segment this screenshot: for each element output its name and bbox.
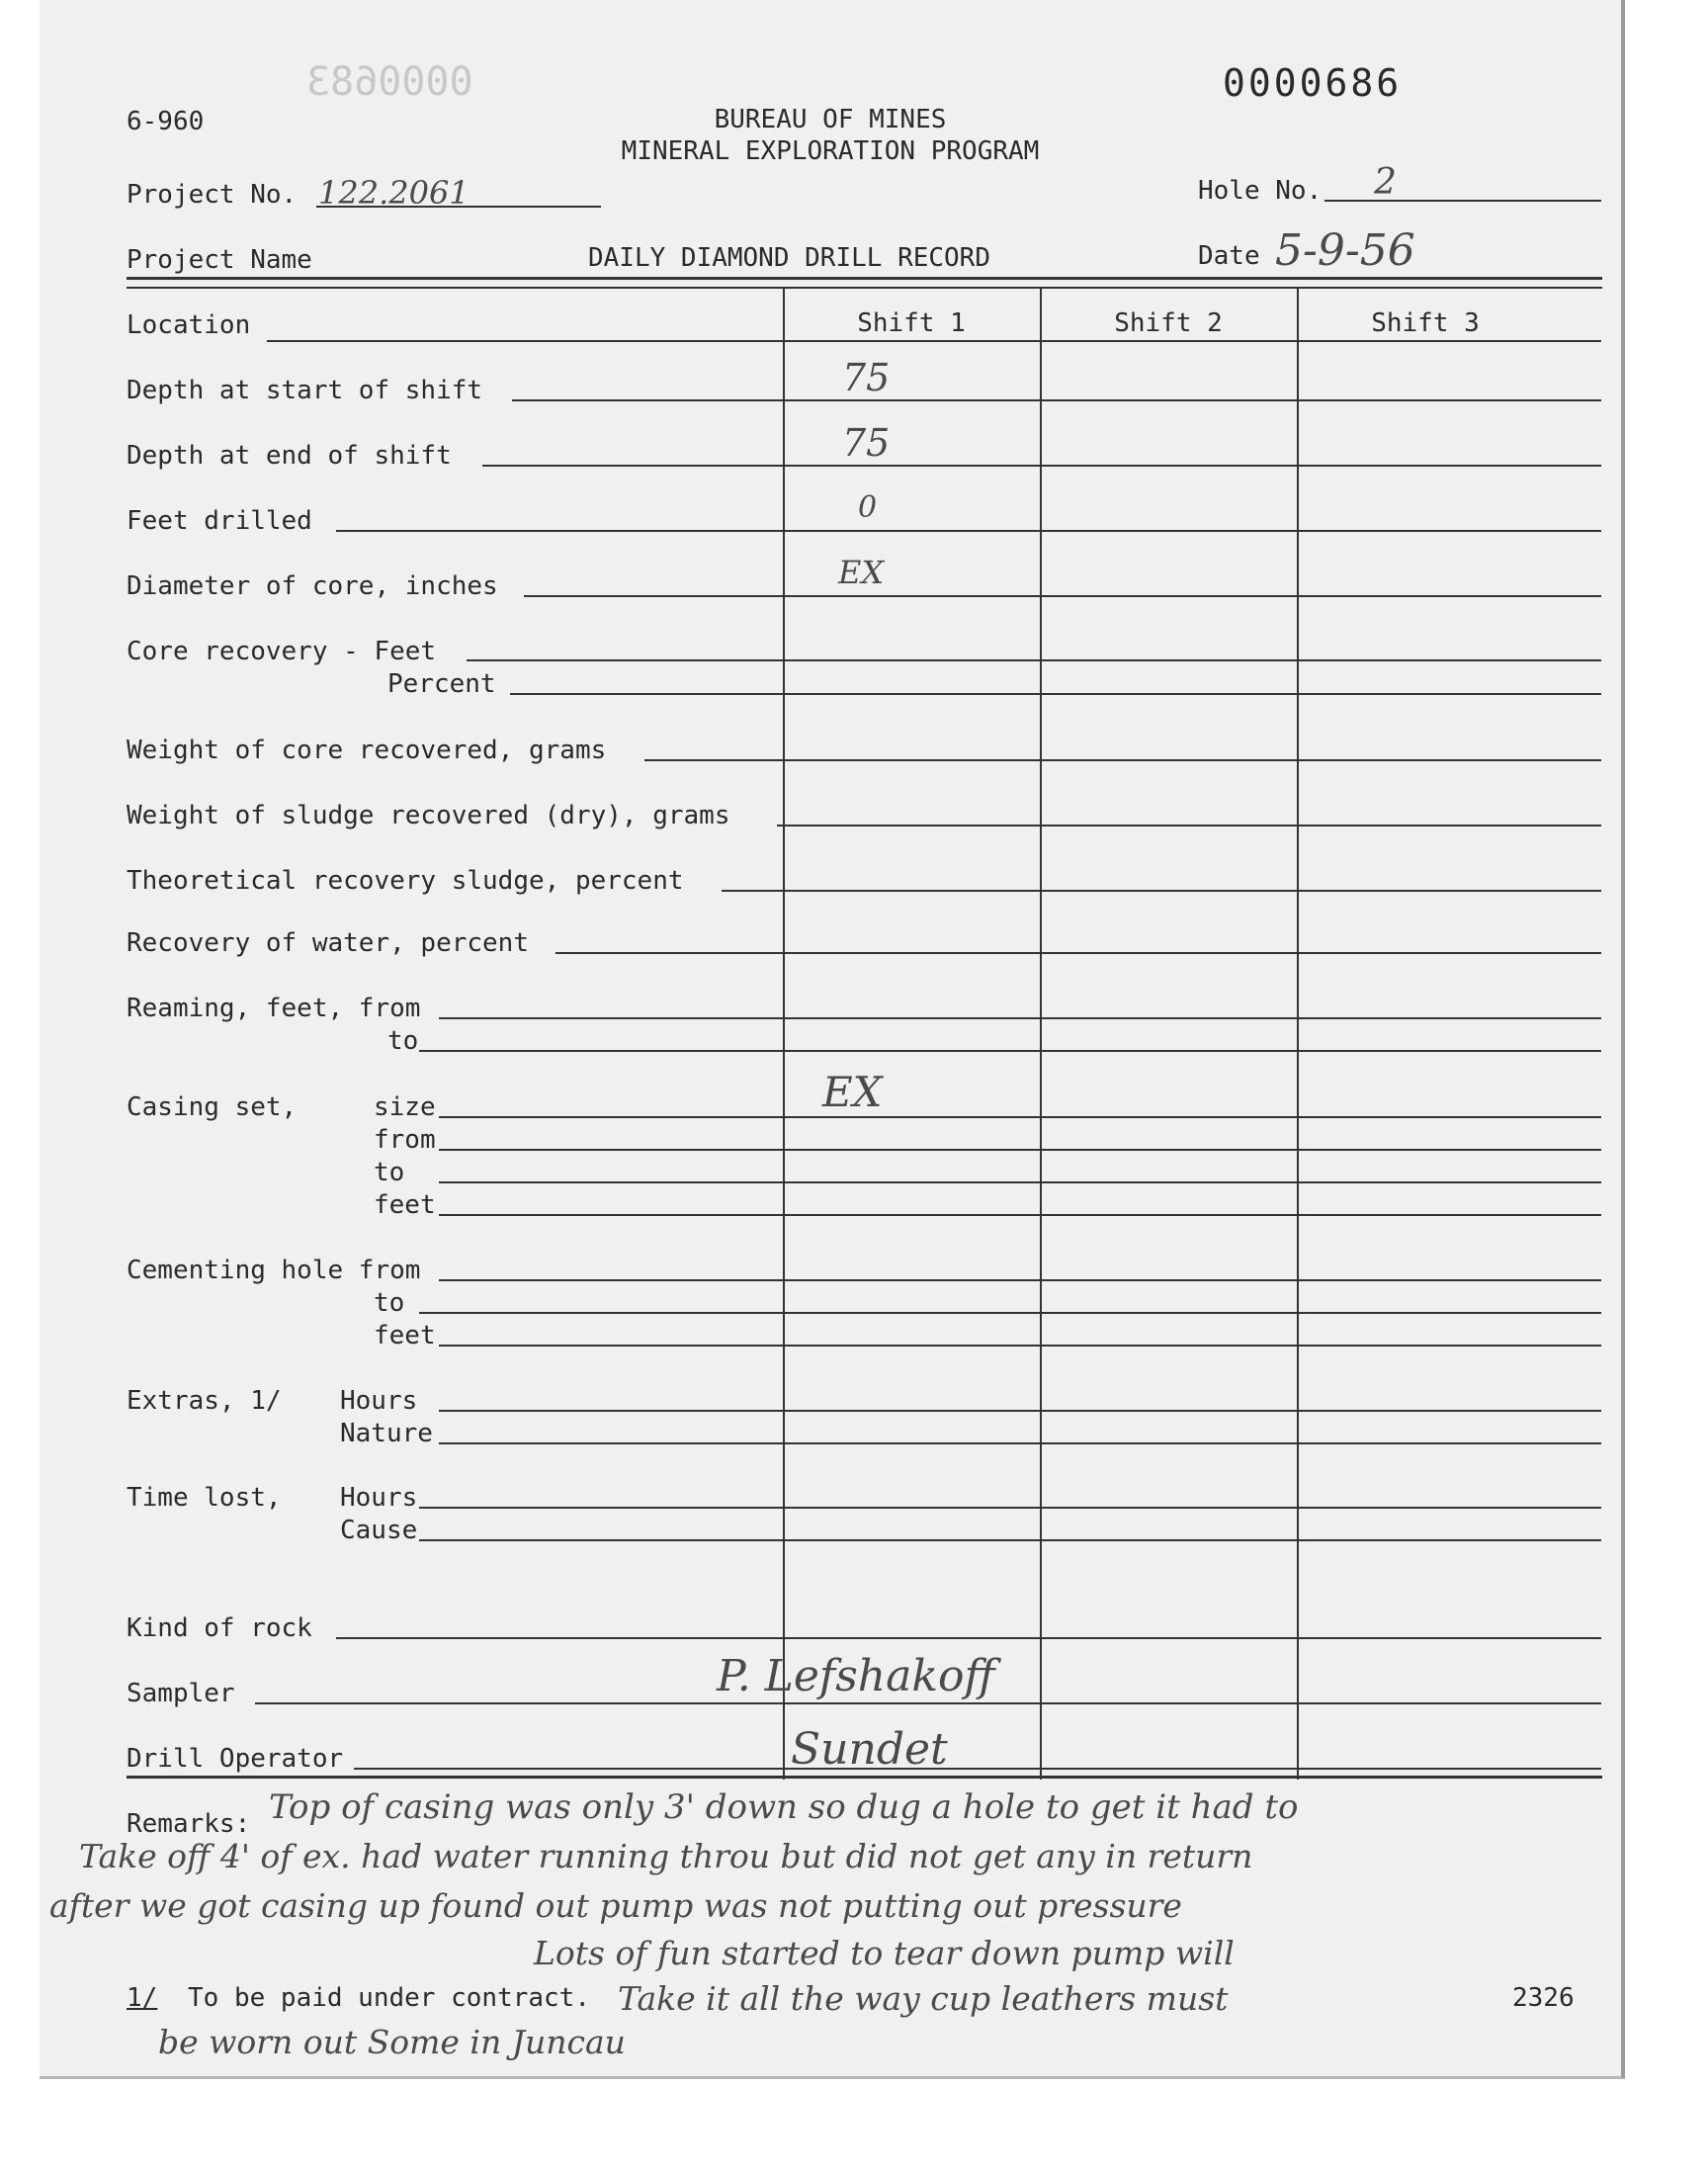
project-no-value: 122.2061 [318, 174, 470, 212]
remarks-label: Remarks: [127, 1809, 251, 1839]
row-time-lost-hours: Hours [340, 1483, 418, 1513]
footnote-text: To be paid under contract. [188, 1983, 590, 2013]
bleed-through-number: 0000683 [306, 59, 473, 105]
shift1-feet-drilled: 0 [858, 490, 878, 525]
row-time-lost: Time lost, [127, 1483, 282, 1513]
row-core-recovery-percent: Percent [387, 669, 496, 699]
row-casing-set: Casing set, [127, 1092, 298, 1122]
operator-signature: Sundet [791, 1724, 948, 1775]
hole-no-label: Hole No. [1198, 176, 1323, 206]
row-water-recovery: Recovery of water, percent [127, 928, 529, 958]
remarks-line-1: Top of casing was only 3' down so dug a hole to get it had to [269, 1787, 1299, 1827]
row-time-lost-cause: Cause [340, 1516, 418, 1545]
row-cementing-from: Cementing hole from [127, 1256, 421, 1285]
row-depth-start: Depth at start of shift [127, 376, 483, 405]
row-reaming-from: Reaming, feet, from [127, 994, 421, 1023]
row-core-recovery-feet: Core recovery - Feet [127, 637, 437, 666]
row-depth-end: Depth at end of shift [127, 441, 452, 471]
remarks-line-5: Take it all the way cup leathers must [618, 1979, 1229, 2018]
row-extras-nature: Nature [340, 1419, 433, 1448]
column-shift-1: Shift 1 [857, 308, 966, 338]
row-casing-feet: feet [374, 1190, 436, 1220]
row-cementing-feet: feet [374, 1321, 436, 1350]
row-drill-operator: Drill Operator [127, 1744, 344, 1774]
form-number: 6-960 [127, 107, 205, 136]
record-title: DAILY DIAMOND DRILL RECORD [588, 243, 990, 273]
row-casing-to: to [374, 1158, 405, 1187]
project-name-label: Project Name [127, 245, 312, 275]
project-no-label: Project No. [127, 180, 298, 210]
shift1-core-diameter: EX [838, 554, 885, 591]
row-extras: Extras, 1/ [127, 1386, 282, 1416]
date-value: 5-9-56 [1275, 225, 1415, 276]
remarks-line-3: after we got casing up found out pump was not putting out pressure [49, 1886, 1182, 1925]
row-cementing-to: to [374, 1288, 405, 1318]
row-reaming-to: to [387, 1026, 419, 1056]
remarks-line-2: Take off 4' of ex. had water running throu but did not get any in return [79, 1837, 1253, 1875]
footnote-marker: 1/ [127, 1983, 158, 2013]
row-core-diameter: Diameter of core, inches [127, 571, 498, 601]
remarks-line-6: be worn out Some in Juncau [158, 2023, 626, 2061]
shift1-casing-size: EX [822, 1068, 883, 1116]
row-extras-hours: Hours [340, 1386, 418, 1416]
agency-title: BUREAU OF MINES [714, 105, 947, 134]
row-core-weight: Weight of core recovered, grams [127, 736, 607, 765]
column-shift-2: Shift 2 [1114, 308, 1223, 338]
row-feet-drilled: Feet drilled [127, 506, 312, 536]
sampler-signature: P. Lefshakoff [717, 1651, 995, 1701]
date-label: Date [1198, 241, 1260, 271]
program-title: MINERAL EXPLORATION PROGRAM [621, 136, 1040, 166]
row-casing-from: from [374, 1125, 436, 1155]
row-theoretical-recovery: Theoretical recovery sludge, percent [127, 866, 684, 896]
row-casing-size: size [374, 1092, 436, 1122]
shift1-depth-start: 75 [842, 356, 891, 399]
form-sheet [40, 0, 1625, 2079]
document-number: 0000686 [1223, 61, 1403, 105]
row-sampler: Sampler [127, 1679, 235, 1708]
shift1-depth-end: 75 [842, 421, 891, 465]
column-shift-3: Shift 3 [1371, 308, 1480, 338]
row-sludge-weight: Weight of sludge recovered (dry), grams [127, 801, 730, 830]
page-reference: 2326 [1512, 1983, 1575, 2013]
row-location: Location [127, 310, 251, 340]
remarks-line-4: Lots of fun started to tear down pump will [534, 1934, 1235, 1972]
hole-no-value: 2 [1374, 162, 1397, 203]
row-kind-of-rock: Kind of rock [127, 1613, 312, 1643]
